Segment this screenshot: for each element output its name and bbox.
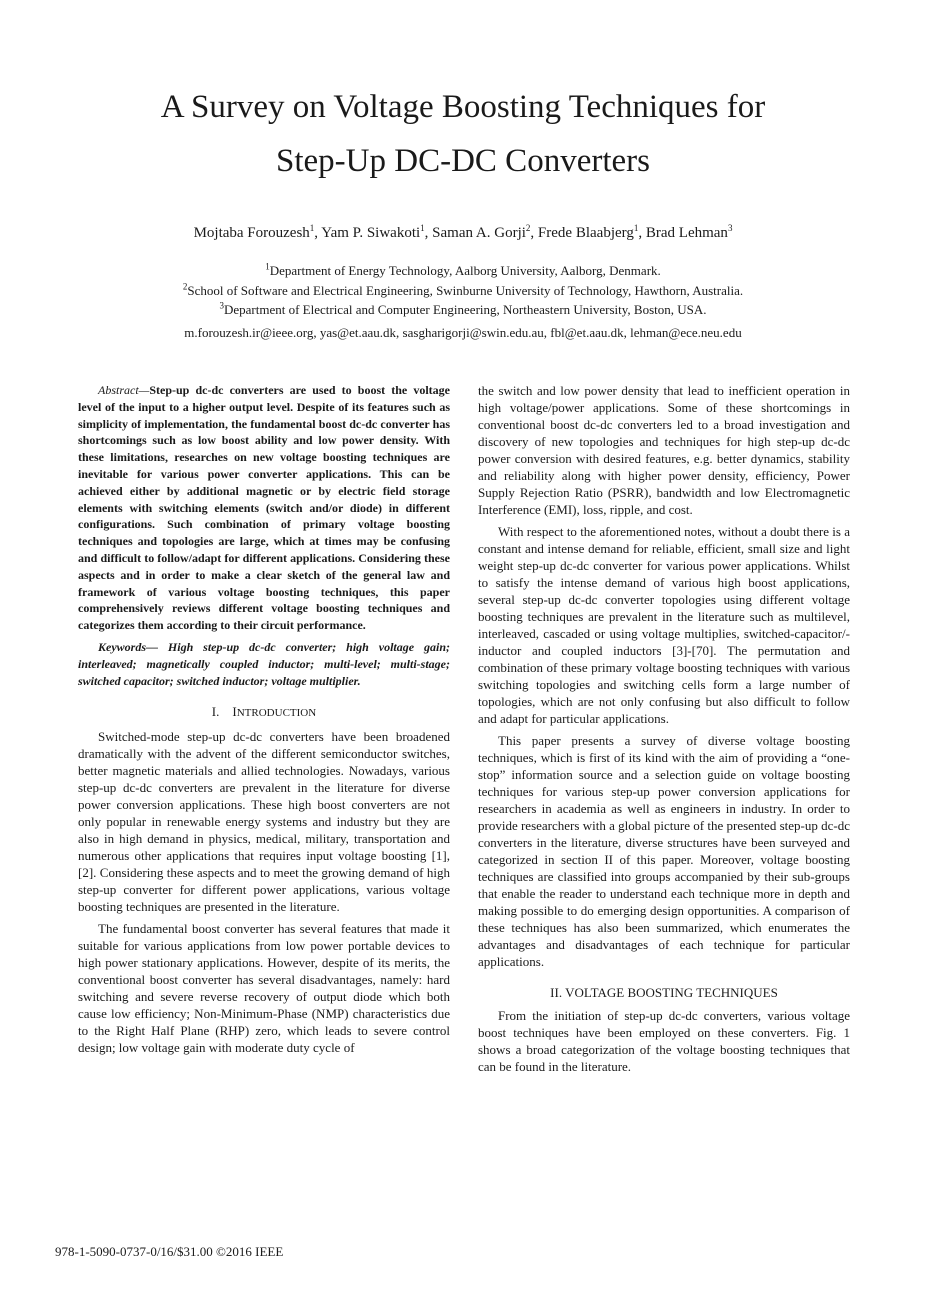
section-heading-introduction: I. INTRODUCTION [211, 704, 317, 720]
paper-title-line-1: A Survey on Voltage Boosting Techniques for [160, 89, 766, 125]
abstract-text: Step-up dc-dc converters are used to boost the voltage level of the input to a higher output level. Despite of its features such as simplicity of implementation, the fundamental boost dc-dc converter has shortcomings such as low boost ability and low power density. With these limitations, researches on new voltage boosting techniques are inevitable for various power converter applications. This can be achieved either by additional magnetic or by electric field storage elements with switching elements (switch and/or diode) in different configurations. Such combination of primary voltage boosting techniques and topologies are large, which at times may be confusing and difficult to follow/adapt for different applications. Considering these aspects and in order to make a clear sketch of the general law and framework of various voltage boosting techniques, this paper comprehensively reviews different voltage boosting techniques and categorizes them according to their circuit performance. [78, 383, 450, 633]
author-emails: m.forouzesh.ir@ieee.org, yas@et.aau.dk, sasgharigorji@swin.edu.au, fbl@et.aau.dk, lehman@ece.neu.edu [184, 325, 742, 340]
abstract-label: Abstract— [98, 383, 150, 397]
author: Yam P. Siwakoti$^1$, [321, 223, 433, 241]
section-heading-voltage-boosting: II. VOLTAGE BOOSTING TECHNIQUES [550, 985, 778, 1000]
intro-paragraph-4: This paper presents a survey of diverse voltage boosting techniques, which is first of its kind with the aim of providing a “one-stop” information source and a selection guide on voltage boosting techniques for various step-up power conversion applications for researchers in academia as well as engineers in industry. In order to provide researchers with a global picture of the presented step-up dc-dc converters in the literature, diverse structures have been surveyed and categorized in section II of this paper. Moreover, voltage boosting techniques are classified into groups accompanied by their sub-groups that enable the reader to understand each technique more in depth and making possible to do emerging design opportunities. A comparison of these techniques has also been summarized, which enumerates the advantages and disadvantages of each technique for particular applications. [478, 733, 850, 969]
intro-paragraph-1: Switched-mode step-up dc-dc converters have been broadened dramatically with the advent of the different semiconductor switches, better magnetic materials and allied technologies. Nowadays, various step-up dc-dc converters are prevalent in the literature for diverse power conversion applications. These high boost converters are not only popular in renewable energy systems and industry but they are also in high demand in physics, medical, military, transportation and numerous other applications that requires input voltage boosting [1], [2]. Considering these aspects and to meet the growing demand of high step-up converter for different power applications, various voltage boosting techniques are presented in the literature. [78, 729, 450, 915]
affiliation-1: $^1$Department of Energy Technology, Aalborg University, Aalborg, Denmark. [265, 261, 661, 278]
intro-paragraph-3: With respect to the aforementioned notes, without a doubt there is a constant and intense demand for reliable, efficient, small size and light weight step-up dc-dc converter for various power applications. Whilst to satisfy the intense demand of various high boost applications, several step-up dc-dc converter topologies using different voltage boosting techniques are prevalent in the literature such as multilevel, interleaved, cascaded or using voltage multiplies, switched-capacitor/-inductor and coupled inductors [3]-[70]. The permutation and combination of these primary voltage boosting techniques with various switching topologies and switching cells form a large number of topologies, which are not only confusing but also difficult to follow and adapt for particular applications. [478, 524, 850, 726]
copyright-footer: 978-1-5090-0737-0/16/$31.00 ©2016 IEEE [55, 1244, 284, 1259]
author-list [40, 223, 886, 243]
paper-title-line-2: Step-Up DC-DC Converters [276, 143, 650, 179]
author: Saman A. Gorji$^2$, [432, 223, 538, 241]
author: Brad Lehman$^3$ [645, 223, 733, 241]
affiliation-3: $^3$Department of Electrical and Computer Engineering, Northeastern University, Boston, USA. [219, 300, 707, 317]
author: Frede Blaabjerg$^1$, [537, 223, 646, 241]
affiliation-2: $^2$School of Software and Electrical Engineering, Swinburne University of Technology, Hawthorn, Australia. [182, 281, 744, 298]
abstract [78, 382, 450, 634]
keywords [78, 639, 450, 689]
section2-paragraph-1: From the initiation of step-up dc-dc converters, various voltage boost techniques have been employed on these converters. Fig. 1 shows a broad categorization of the voltage boosting techniques that can be found in the literature. [478, 1008, 850, 1074]
intro-paragraph-continued: the switch and low power density that lead to inefficient operation in high voltage/power applications. Some of these shortcomings in conventional boost dc-dc converters led to a broad investigation and discovery of new topologies and techniques for high step-up dc-dc power conversion with desired features, e.g. better dynamics, stability and reliability along with higher power density, efficiency, Power Supply Rejection Ratio (PSRR), bandwidth and low Electromagnetic Interference (EMI), loss, ripple, and cost. [478, 383, 850, 517]
keywords-text: High step-up dc-dc converter; high voltage gain; interleaved; magnetically coupled inductor; multi-level; multi-stage; switched capacitor; switched inductor; voltage multiplier. [78, 639, 450, 688]
right-column [478, 382, 850, 1080]
intro-paragraph-2: The fundamental boost converter has several features that made it suitable for various applications from low power portable devices to high power stationary applications. However, despite of its merits, the conventional boost converter has several disadvantages, namely: hard switching and severe reverse recovery of output diode which both cause low efficiency; Non-Minimum-Phase (NMP) characteristics due to the Right Half Plane (RHP) zero, which leads to severe control design; low voltage gain with moderate duty cycle of [78, 921, 450, 1056]
left-column [78, 382, 450, 1061]
author: Mojtaba Forouzesh$^1$, [193, 223, 322, 241]
keywords-label: Keywords— [98, 639, 158, 654]
